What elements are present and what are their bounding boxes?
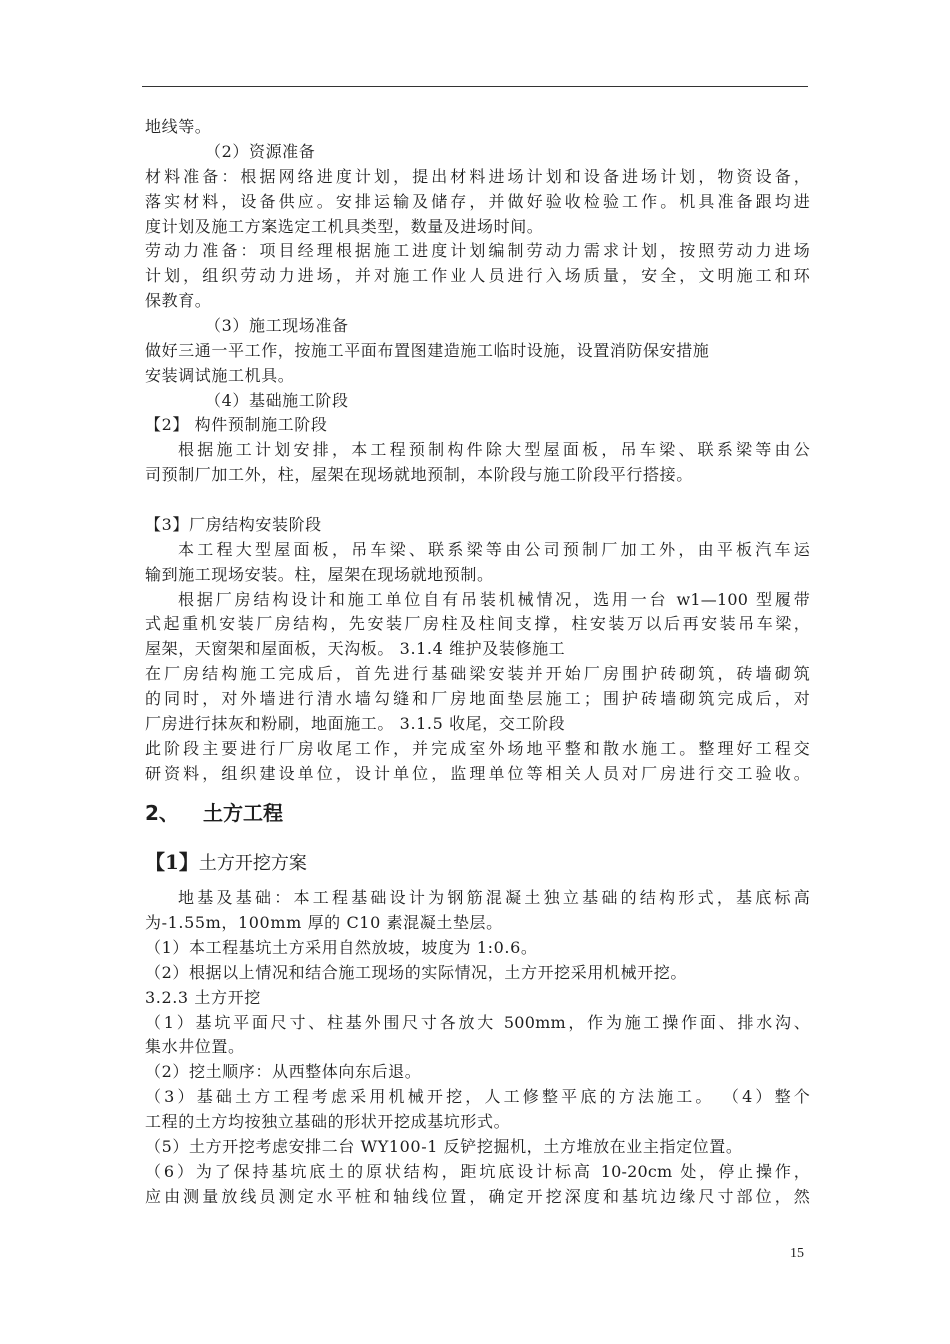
subheading: （2）资源准备 (205, 142, 316, 161)
text-line: 保教育。 (145, 291, 212, 310)
text-line: （5）土方开挖考虑安排二台 WY100-1 反铲挖掘机，土方堆放在业主指定位置。 (145, 1137, 743, 1156)
text-line: 在厂房结构施工完成后，首先进行基础梁安装并开始厂房围护砖砌筑，砖墙砌筑 (145, 664, 810, 683)
text-line: 度计划及施工方案选定工机具类型，数量及进场时间。 (145, 217, 544, 236)
page-number: 15 (790, 1246, 804, 1261)
subheading: 【2】 构件预制施工阶段 (145, 415, 328, 434)
text-line: 此阶段主要进行厂房收尾工作，并完成室外场地平整和散水施工。整理好工程交 (145, 739, 810, 758)
text-line: 劳动力准备：项目经理根据施工进度计划编制劳动力需求计划，按照劳动力进场 (145, 241, 810, 260)
text-line: 材料准备：根据网络进度计划，提出材料进场计划和设备进场计划，物资设备， (145, 167, 810, 186)
text-line: 做好三通一平工作，按施工平面布置图建造施工临时设施，设置消防保安措施 (145, 341, 710, 360)
text-line: 计划，组织劳动力进场，并对施工作业人员进行入场质量，安全，文明施工和环 (145, 266, 810, 285)
text-line: 厂房进行抹灰和粉刷，地面施工。 3.1.5 收尾，交工阶段 (145, 714, 566, 733)
text-line: （3）基础土方工程考虑采用机械开挖，人工修整平底的方法施工。 （4）整个 (145, 1087, 810, 1106)
section-number: 2、 (145, 801, 179, 825)
text-line: （1）基坑平面尺寸、柱基外围尺寸各放大 500mm，作为施工操作面、排水沟、 (145, 1013, 810, 1032)
text-line: 根据施工计划安排，本工程预制构件除大型屋面板，吊车梁、联系梁等由公 (178, 440, 810, 459)
text-line: 屋架，天窗架和屋面板，天沟板。 3.1.4 维护及装修施工 (145, 639, 566, 658)
subheading: （4）基础施工阶段 (205, 391, 349, 410)
text-line: 根据厂房结构设计和施工单位自有吊装机械情况，选用一台 w1—100 型履带 (178, 590, 810, 609)
text-line: 输到施工现场安装。柱，屋架在现场就地预制。 (145, 565, 494, 584)
subsection-title: 土方开挖方案 (198, 853, 307, 874)
text-line: 地基及基础：本工程基础设计为钢筋混凝土独立基础的结构形式，基底标高 (178, 888, 810, 907)
subheading: 【3】厂房结构安装阶段 (145, 515, 322, 534)
subheading: （3）施工现场准备 (205, 316, 349, 335)
text-line: 工程的土方均按独立基础的形状开挖成基坑形式。 (145, 1112, 511, 1131)
text-line: （2）根据以上情况和结合施工现场的实际情况，土方开挖采用机械开挖。 (145, 963, 687, 982)
text-line: 3.2.3 土方开挖 (145, 988, 261, 1007)
text-line: 研资料，组织建设单位，设计单位，监理单位等相关人员对厂房进行交工验收。 (145, 764, 810, 783)
subsection-bracket: 【1】 (145, 850, 199, 874)
header-rule (142, 86, 808, 87)
text-line: 地线等。 (145, 117, 212, 136)
text-line: （6）为了保持基坑底土的原状结构，距坑底设计标高 10-20cm 处，停止操作， (145, 1162, 810, 1181)
section-title: 土方工程 (203, 801, 283, 825)
text-line: 司预制厂加工外，柱，屋架在现场就地预制，本阶段与施工阶段平行搭接。 (145, 465, 693, 484)
text-line: （2）挖土顺序：从西整体向东后退。 (145, 1062, 422, 1081)
text-line: 集水井位置。 (145, 1037, 245, 1056)
text-line: （1）本工程基坑土方采用自然放坡，坡度为 1:0.6。 (145, 938, 538, 957)
text-line: 的同时，对外墙进行清水墙勾缝和厂房地面垫层施工；围护砖墙砌筑完成后，对 (145, 689, 810, 708)
text-line: 安装调试施工机具。 (145, 366, 295, 385)
text-line: 落实材料，设备供应。安排运输及储存，并做好验收检验工作。机具准备跟均进 (145, 192, 810, 211)
section-heading (145, 800, 283, 826)
text-line: 式起重机安装厂房结构，先安装厂房柱及柱间支撑，柱安装万以后再安装吊车梁， (145, 614, 810, 633)
text-line: 为-1.55m，100mm 厚的 C10 素混凝土垫层。 (145, 913, 503, 932)
text-line: 应由测量放线员测定水平桩和轴线位置，确定开挖深度和基坑边缘尺寸部位，然 (145, 1187, 810, 1206)
text-line: 本工程大型屋面板，吊车梁、联系梁等由公司预制厂加工外，由平板汽车运 (178, 540, 810, 559)
subsection-heading (145, 850, 307, 876)
